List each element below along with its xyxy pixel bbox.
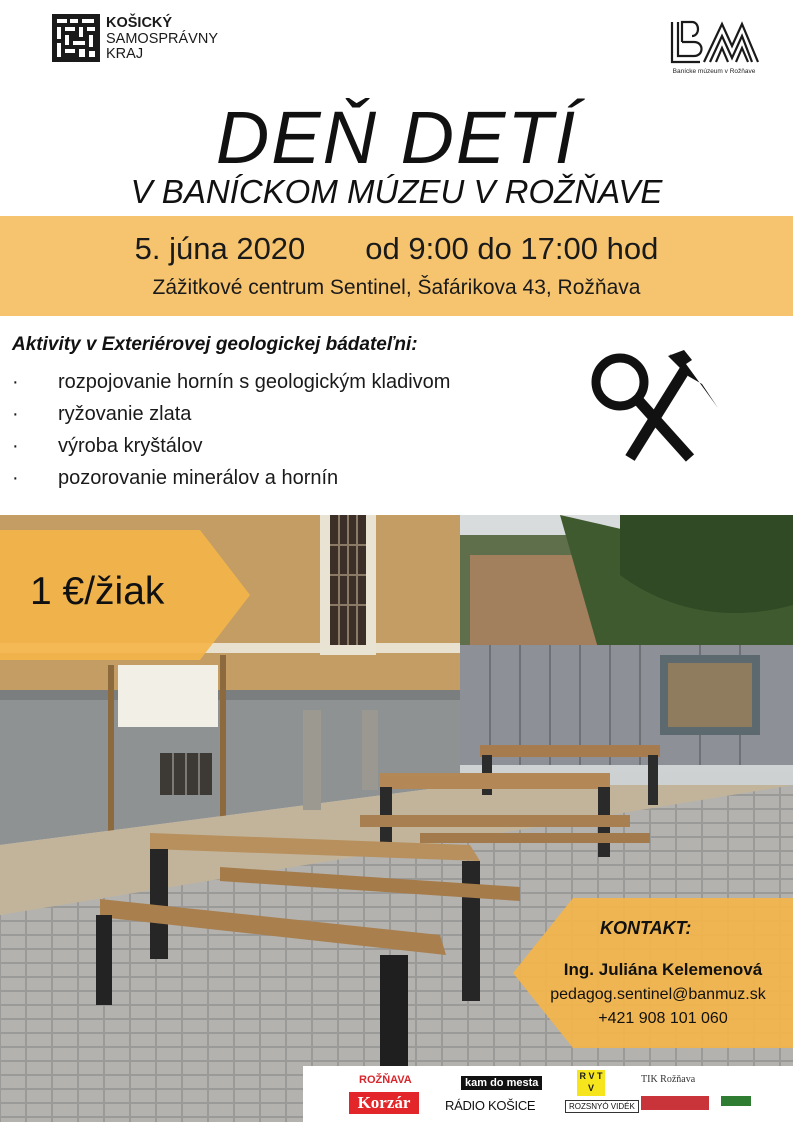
activity-text: výroba kryštálov bbox=[58, 435, 203, 457]
date-time-line bbox=[0, 230, 793, 268]
contact-phone[interactable]: +421 908 101 060 bbox=[598, 1010, 728, 1027]
sponsor-green-logo bbox=[721, 1096, 751, 1106]
event-time: od 9:00 do 17:00 hod bbox=[365, 231, 659, 266]
kosicky-kraj-text bbox=[106, 16, 218, 63]
date-band bbox=[0, 216, 793, 316]
sponsor-bar bbox=[303, 1066, 793, 1122]
price-label: 1 €/žiak bbox=[30, 570, 165, 613]
sponsor-kam-do-mesta-logo: kam do mesta bbox=[461, 1076, 542, 1090]
sponsor-roznava-logo: ROŽŇAVA bbox=[359, 1074, 412, 1086]
activity-text: rozpojovanie hornín s geologickým kladivom bbox=[58, 371, 451, 393]
banicke-muzeum-emblem-icon bbox=[670, 18, 760, 66]
main-title: DEŇ DETÍ bbox=[215, 96, 578, 179]
list-item bbox=[12, 462, 450, 494]
ksk-line-1: KOŠICKÝ bbox=[106, 15, 173, 31]
bullet: · bbox=[12, 467, 19, 489]
activity-text: ryžovanie zlata bbox=[58, 403, 192, 425]
ksk-line-3: KRAJ bbox=[106, 46, 144, 62]
event-venue: Zážitkové centrum Sentinel, Šafárikova 43, Rožňava bbox=[152, 276, 641, 299]
activity-text: pozorovanie minerálov a hornín bbox=[58, 467, 339, 489]
kosicky-kraj-emblem-icon bbox=[52, 14, 100, 62]
sponsor-rtv-logo: R V T V bbox=[577, 1070, 605, 1096]
kosicky-kraj-logo bbox=[52, 14, 252, 68]
list-item bbox=[12, 430, 450, 462]
magnifier-hammer-icon bbox=[590, 350, 724, 466]
bullet: · bbox=[12, 403, 19, 425]
contact-email[interactable]: pedagog.sentinel@banmuz.sk bbox=[550, 986, 766, 1003]
banicke-muzeum-logo bbox=[664, 14, 764, 80]
sponsor-tik-roznava-logo: TIK Rožňava bbox=[641, 1074, 696, 1085]
contact-name: Ing. Juliána Kelemenová bbox=[563, 960, 763, 979]
sub-title: V BANÍCKOM MÚZEU V ROŽŇAVE bbox=[130, 173, 663, 210]
sponsor-rozsnyo-videk-logo: ROZSNYÓ VIDÉK bbox=[565, 1100, 639, 1113]
event-date: 5. júna 2020 bbox=[134, 231, 306, 266]
activities-title: Aktivity v Exteriérovej geologickej bádateľni: bbox=[12, 334, 418, 355]
ksk-line-2: SAMOSPRÁVNY bbox=[106, 30, 218, 47]
list-item bbox=[12, 366, 450, 398]
activities-list bbox=[12, 366, 450, 494]
list-item bbox=[12, 398, 450, 430]
sponsor-radio-kosice-logo: RÁDIO KOŠICE bbox=[445, 1098, 536, 1113]
sponsor-korzar-logo: Korzár bbox=[349, 1092, 419, 1114]
contact-title: KONTAKT: bbox=[600, 918, 692, 938]
sponsor-band-logo bbox=[641, 1096, 709, 1110]
bullet: · bbox=[12, 371, 19, 393]
bullet: · bbox=[12, 435, 19, 457]
bm-logo-caption: Banícke múzeum v Rožňave bbox=[672, 68, 756, 75]
